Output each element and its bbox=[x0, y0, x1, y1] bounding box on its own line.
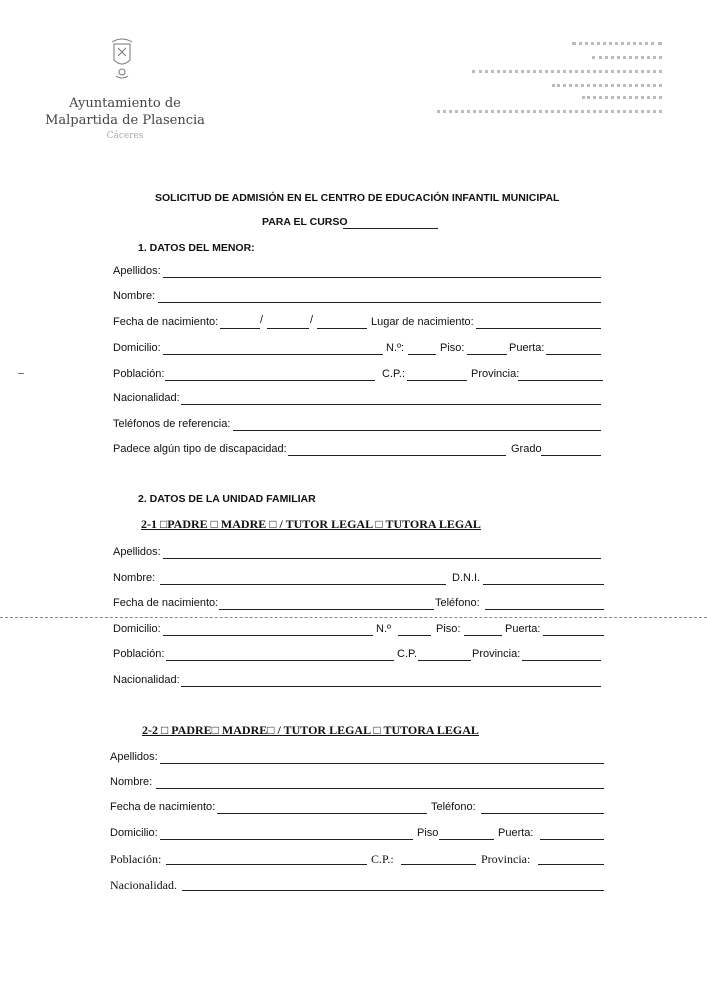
minor-domicilio-label: Domicilio: bbox=[113, 342, 161, 354]
minor-nombre-field[interactable] bbox=[158, 302, 601, 303]
p1-dni-label: D.N.I. bbox=[452, 572, 481, 584]
p2-provincia-label: Provincia: bbox=[481, 852, 531, 866]
minor-fecha-day[interactable] bbox=[220, 328, 260, 329]
p1-provincia-field[interactable] bbox=[522, 660, 601, 661]
minor-puerta-label: Puerta: bbox=[509, 342, 545, 354]
p2-cp-label: C.P.: bbox=[371, 852, 394, 866]
minor-grado-field[interactable] bbox=[541, 455, 601, 456]
p1-piso-label: Piso: bbox=[436, 623, 461, 635]
p2-nombre-field[interactable] bbox=[156, 788, 604, 789]
minor-discapacidad-label: Padece algún tipo de discapacidad: bbox=[113, 443, 287, 455]
minor-piso-field[interactable] bbox=[467, 354, 507, 355]
p2-cp-field[interactable] bbox=[401, 864, 476, 865]
p1-provincia-label: Provincia: bbox=[472, 648, 521, 660]
minor-provincia-field[interactable] bbox=[518, 380, 603, 381]
p1-puerta-label: Puerta: bbox=[505, 623, 541, 635]
minor-domicilio-field[interactable] bbox=[163, 354, 383, 355]
p2-puerta-field[interactable] bbox=[540, 839, 604, 840]
p1-fecha-field[interactable] bbox=[219, 609, 434, 610]
p2-nacionalidad-label: Nacionalidad. bbox=[110, 878, 177, 892]
minor-nacionalidad-field[interactable] bbox=[181, 404, 601, 405]
p1-puerta-field[interactable] bbox=[543, 635, 604, 636]
course-field[interactable] bbox=[343, 228, 438, 229]
p1-dni-field[interactable] bbox=[483, 584, 604, 585]
p1-nacionalidad-label: Nacionalidad: bbox=[113, 674, 180, 686]
p1-telefono-label: Teléfono: bbox=[435, 597, 480, 609]
header-address-block bbox=[430, 38, 662, 118]
minor-puerta-field[interactable] bbox=[546, 354, 601, 355]
minor-poblacion-field[interactable] bbox=[165, 380, 375, 381]
p1-poblacion-field[interactable] bbox=[166, 660, 394, 661]
p2-apellidos-label: Apellidos: bbox=[110, 751, 158, 763]
section2-heading: 2. DATOS DE LA UNIDAD FAMILIAR bbox=[138, 493, 316, 505]
p1-nombre-field[interactable] bbox=[160, 584, 446, 585]
minor-lugar-label: Lugar de nacimiento: bbox=[371, 316, 474, 328]
p1-cp-field[interactable] bbox=[418, 660, 471, 661]
crest-icon bbox=[106, 34, 138, 82]
minor-cp-field[interactable] bbox=[407, 380, 467, 381]
minor-fecha-month[interactable] bbox=[267, 328, 309, 329]
minor-fecha-year[interactable] bbox=[317, 328, 367, 329]
section1-heading: 1. DATOS DEL MENOR: bbox=[138, 242, 255, 254]
minor-telefonos-label: Teléfonos de referencia: bbox=[113, 418, 231, 430]
form-title: SOLICITUD DE ADMISIÓN EN EL CENTRO DE EDUCACIÓN INFANTIL MUNICIPAL bbox=[155, 192, 560, 204]
org-name-line2: Malpartida de Plasencia bbox=[45, 113, 205, 128]
p2-piso-label: Piso bbox=[417, 827, 439, 839]
p2-nacionalidad-field[interactable] bbox=[182, 890, 604, 891]
p1-telefono-field[interactable] bbox=[485, 609, 604, 610]
p1-poblacion-label: Población: bbox=[113, 648, 165, 660]
minor-provincia-label: Provincia: bbox=[471, 368, 520, 380]
minor-nombre-label: Nombre: bbox=[113, 290, 156, 302]
p1-domicilio-label: Domicilio: bbox=[113, 623, 161, 635]
minor-poblacion-label: Población: bbox=[113, 368, 165, 380]
p2-provincia-field[interactable] bbox=[538, 864, 604, 865]
course-label: PARA EL CURSO bbox=[262, 216, 348, 228]
parent1-heading: 2-1 □PADRE □ MADRE □ / TUTOR LEGAL □ TUTORA LEGAL bbox=[141, 517, 481, 531]
p2-fecha-label: Fecha de nacimiento: bbox=[110, 801, 216, 813]
p2-nombre-label: Nombre: bbox=[110, 776, 153, 788]
p1-nombre-label: Nombre: bbox=[113, 572, 156, 584]
minor-discapacidad-field[interactable] bbox=[288, 455, 506, 456]
p1-num-label: N.º bbox=[376, 623, 392, 635]
p2-domicilio-field[interactable] bbox=[160, 839, 413, 840]
minor-nacionalidad-label: Nacionalidad: bbox=[113, 392, 180, 404]
scan-artifact-line bbox=[0, 617, 707, 618]
org-name-line1: Ayuntamiento de bbox=[69, 96, 181, 111]
minor-num-label: N.º: bbox=[386, 342, 405, 354]
minor-telefonos-field[interactable] bbox=[233, 430, 601, 431]
p1-fecha-label: Fecha de nacimiento: bbox=[113, 597, 219, 609]
org-name-line3: Cáceres bbox=[106, 131, 144, 141]
p1-num-field[interactable] bbox=[398, 635, 431, 636]
minor-fecha-label: Fecha de nacimiento: bbox=[113, 316, 219, 328]
p2-telefono-field[interactable] bbox=[481, 813, 604, 814]
minor-cp-label: C.P.: bbox=[382, 368, 406, 380]
p1-domicilio-field[interactable] bbox=[163, 635, 373, 636]
minor-piso-label: Piso: bbox=[440, 342, 465, 354]
p2-poblacion-label: Población: bbox=[110, 852, 162, 866]
p1-cp-label: C.P. bbox=[397, 648, 417, 660]
p2-telefono-label: Teléfono: bbox=[431, 801, 476, 813]
minor-apellidos-field[interactable] bbox=[163, 277, 601, 278]
p1-apellidos-field[interactable] bbox=[163, 558, 601, 559]
minor-num-field[interactable] bbox=[408, 354, 436, 355]
p1-piso-field[interactable] bbox=[464, 635, 502, 636]
minor-grado-label: Grado bbox=[511, 443, 542, 455]
margin-mark bbox=[18, 373, 24, 374]
p2-poblacion-field[interactable] bbox=[166, 864, 367, 865]
minor-apellidos-label: Apellidos: bbox=[113, 265, 161, 277]
p2-apellidos-field[interactable] bbox=[160, 763, 604, 764]
p2-domicilio-label: Domicilio: bbox=[110, 827, 158, 839]
p1-nacionalidad-field[interactable] bbox=[181, 686, 601, 687]
p2-fecha-field[interactable] bbox=[217, 813, 427, 814]
p1-apellidos-label: Apellidos: bbox=[113, 546, 161, 558]
p2-piso-field[interactable] bbox=[439, 839, 494, 840]
p2-puerta-label: Puerta: bbox=[498, 827, 534, 839]
parent2-heading: 2-2 □ PADRE□ MADRE□ / TUTOR LEGAL □ TUTORA LEGAL bbox=[142, 723, 479, 737]
minor-lugar-field[interactable] bbox=[476, 328, 601, 329]
